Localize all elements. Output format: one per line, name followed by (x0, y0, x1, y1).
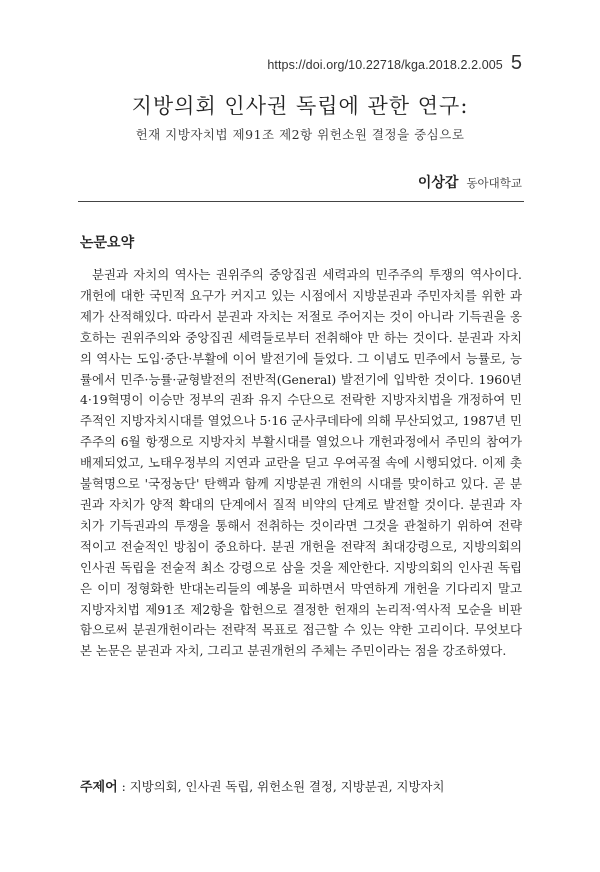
author-affiliation: 동아대학교 (466, 176, 522, 190)
page-number: 5 (510, 52, 522, 74)
keywords-label: 주제어 (80, 780, 118, 795)
author-line (418, 172, 522, 192)
title-divider (78, 201, 524, 202)
keywords-list: 지방의회, 인사권 독립, 위헌소원 결정, 지방분권, 지방자치 (129, 779, 445, 794)
abstract-heading: 논문요약 (80, 235, 135, 251)
abstract-body: 분권과 자치의 역사는 권위주의 중앙집권 세력과의 민주주의 투쟁의 역사이다. 개헌에 대한 국민적 요구가 커지고 있는 시점에서 지방분권과 주민자치를 위한 과제가 산적해있다. 따라서 분권과 자치는 저절로 주어지는 것이 아니라 기득권을 옹호하는 권위주의와 중앙집권 세력들로부터 전취해야 만 하는 것이다. 분권과 자치의 역사는 도입·중단·부활에 이어 발전기에 들었다. 그 이념도 민주에서 능률로, 능률에서 민주·능률·균형발전의 전반적(General) 발전기에 입박한 것이다. 1960년 4·19혁명이 이승만 정부의 권좌 유지 수단으로 전락한 지방자치법을 개정하여 민주적인 지방자치시대를 열었으나 5·16 군사쿠데타에 의해 무산되었고, 1987년 민주주의 6월 항쟁으로 지방자치 부활시대를 열었으나 개헌과정에서 주민의 참여가 배제되었고, 노태우정부의 지연과 교란을 딛고 우여곡절 속에 시행되었다. 이제 촛불혁명으로 '국정농단' 탄핵과 함께 지방분권 개헌의 시대를 맞이하고 있다. 곧 분권과 자치가 양적 확대의 단계에서 질적 비약의 단계로 발전할 것이다. 분권과 자치가 기득권과의 투쟁을 통해서 전취하는 것이라면 그것을 관철하기 위하여 전략적이고 전술적인 방침이 중요하다. 분권 개헌을 전략적 최대강령으로, 지방의회의 인사권 독립을 전술적 최소 강령으로 삼을 것을 제안한다. 지방의회의 인사권 독립은 이미 정형화한 반대논리들의 예봉을 피하면서 막연하게 개헌을 기다리지 말고 지방자치법 제91조 제2항을 합헌으로 결정한 헌재의 논리적·역사적 모순을 비판함으로써 분권개헌이라는 전략적 목표로 접근할 수 있는 약한 고리이다. 무엇보다 본 논문은 분권과 자치, 그리고 분권개헌의 주체는 주민이라는 점을 강조하였다. (80, 267, 522, 659)
author-name: 이상갑 (417, 175, 459, 191)
keywords-separator: : (117, 779, 130, 794)
running-header (267, 52, 522, 75)
keywords-line (80, 776, 522, 795)
doi-link[interactable]: https://doi.org/10.22718/kga.2018.2.2.005 (267, 58, 503, 72)
paper-subtitle: 헌재 지방자치법 제91조 제2항 위헌소원 결정을 중심으로 (135, 127, 465, 142)
paper-title: 지방의회 인사권 독립에 관한 연구: (131, 94, 469, 118)
